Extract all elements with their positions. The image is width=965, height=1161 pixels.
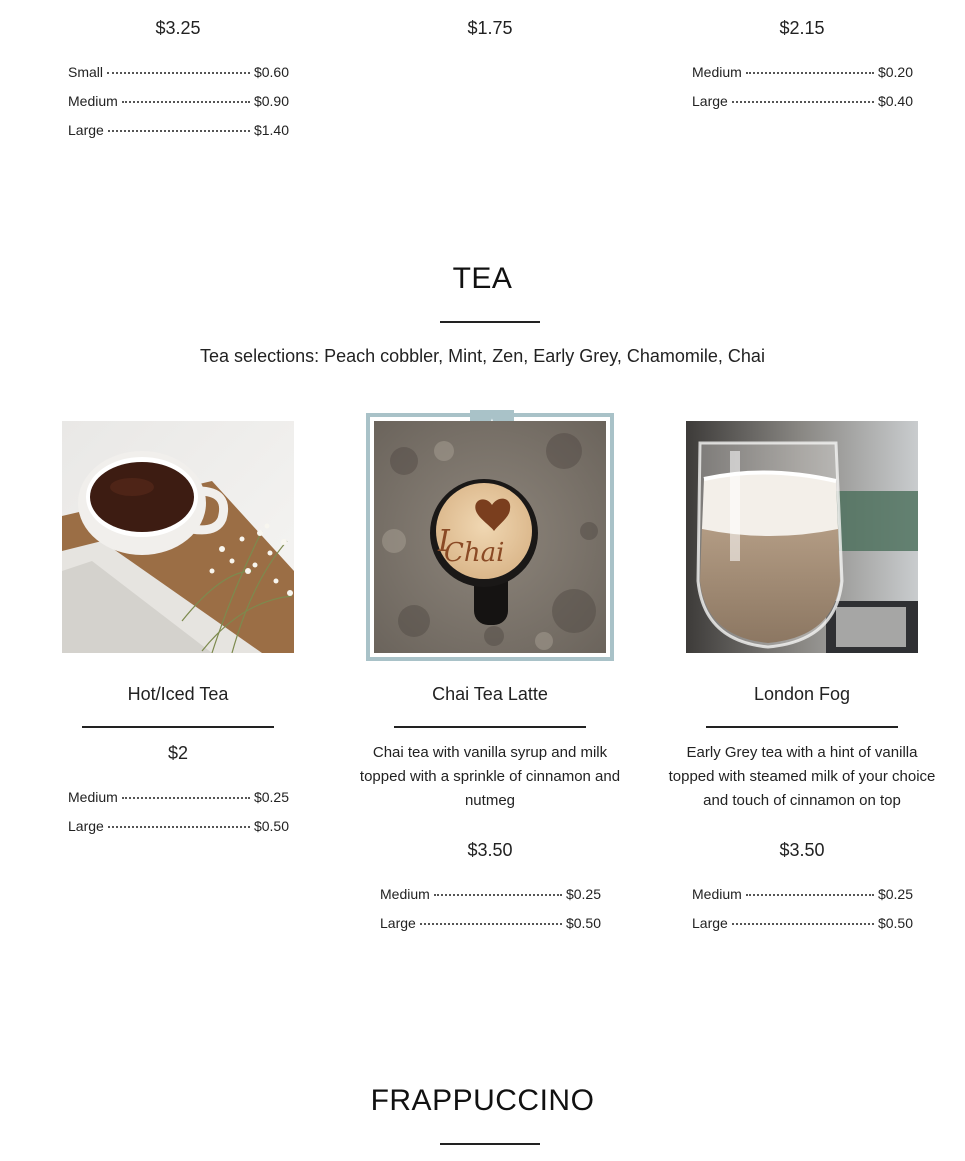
chai-latte-art-photo[interactable] bbox=[374, 421, 606, 653]
size-price: $0.50 bbox=[253, 818, 289, 834]
dot-leader bbox=[108, 130, 250, 132]
size-price: $0.50 bbox=[565, 915, 601, 931]
size-price-list bbox=[692, 886, 913, 944]
size-row bbox=[380, 886, 601, 915]
size-price: $0.25 bbox=[565, 886, 601, 902]
size-label: Large bbox=[380, 915, 416, 931]
svg-text:I: I bbox=[438, 524, 450, 559]
size-row bbox=[68, 818, 289, 847]
size-price-list bbox=[692, 64, 913, 122]
dot-leader bbox=[108, 826, 250, 828]
size-row bbox=[692, 915, 913, 944]
section-subtitle: Tea selections: Peach cobbler, Mint, Zen, Early Grey, Chamomile, Chai bbox=[200, 346, 765, 366]
svg-text:Chai: Chai bbox=[444, 538, 505, 568]
dot-leader bbox=[107, 72, 250, 74]
size-label: Large bbox=[692, 915, 728, 931]
item-divider bbox=[82, 726, 274, 728]
size-price: $0.25 bbox=[253, 789, 289, 805]
size-price-list bbox=[68, 64, 289, 151]
dot-leader bbox=[122, 797, 250, 799]
size-label: Medium bbox=[692, 886, 742, 902]
size-price: $0.90 bbox=[253, 93, 289, 109]
size-row bbox=[692, 64, 913, 93]
item-price: $2 bbox=[167, 743, 189, 763]
london-fog-glass-photo[interactable] bbox=[686, 421, 918, 653]
dot-leader bbox=[732, 101, 874, 103]
item-name: Chai Tea Latte bbox=[432, 684, 548, 704]
size-label: Large bbox=[68, 818, 104, 834]
section-title-tea: TEA bbox=[452, 262, 513, 295]
dot-leader bbox=[434, 894, 562, 896]
size-row bbox=[68, 122, 289, 151]
section-title-frappuccino: FRAPPUCCINO bbox=[370, 1084, 595, 1117]
dot-leader bbox=[746, 72, 874, 74]
item-name: London Fog bbox=[753, 684, 851, 704]
tea-cup-photo[interactable] bbox=[62, 421, 294, 653]
size-row bbox=[68, 789, 289, 818]
size-row bbox=[380, 915, 601, 944]
size-label: Medium bbox=[692, 64, 742, 80]
size-row bbox=[68, 93, 289, 122]
dot-leader bbox=[122, 101, 250, 103]
dot-leader bbox=[746, 894, 874, 896]
size-price: $0.20 bbox=[877, 64, 913, 80]
size-label: Medium bbox=[380, 886, 430, 902]
size-price: $0.60 bbox=[253, 64, 289, 80]
size-price: $0.40 bbox=[877, 93, 913, 109]
item-divider bbox=[706, 726, 898, 728]
size-row bbox=[68, 64, 289, 93]
size-price: $0.50 bbox=[877, 915, 913, 931]
section-divider bbox=[440, 1143, 540, 1145]
section-divider bbox=[440, 321, 540, 323]
item-price: $1.75 bbox=[467, 18, 513, 38]
size-label: Small bbox=[68, 64, 104, 80]
size-label: Large bbox=[68, 122, 104, 138]
size-label: Large bbox=[692, 93, 728, 109]
size-price-list bbox=[380, 886, 601, 944]
item-divider bbox=[394, 726, 586, 728]
item-description: Early Grey tea with a hint of vanilla topped with steamed milk of your choice and touch of cinnamon on top bbox=[668, 744, 936, 809]
size-row bbox=[692, 93, 913, 122]
item-price: $2.15 bbox=[779, 18, 825, 38]
item-description: Chai tea with vanilla syrup and milk topped with a sprinkle of cinnamon and nutmeg bbox=[359, 744, 621, 809]
item-price: $3.50 bbox=[467, 840, 513, 860]
size-price: $1.40 bbox=[253, 122, 289, 138]
item-name: Hot/Iced Tea bbox=[127, 684, 229, 704]
dot-leader bbox=[732, 923, 874, 925]
size-price-list bbox=[68, 789, 289, 847]
size-row bbox=[692, 886, 913, 915]
item-price: $3.25 bbox=[155, 18, 201, 38]
dot-leader bbox=[420, 923, 562, 925]
item-price: $3.50 bbox=[779, 840, 825, 860]
size-label: Medium bbox=[68, 789, 118, 805]
size-label: Medium bbox=[68, 93, 118, 109]
size-price: $0.25 bbox=[877, 886, 913, 902]
